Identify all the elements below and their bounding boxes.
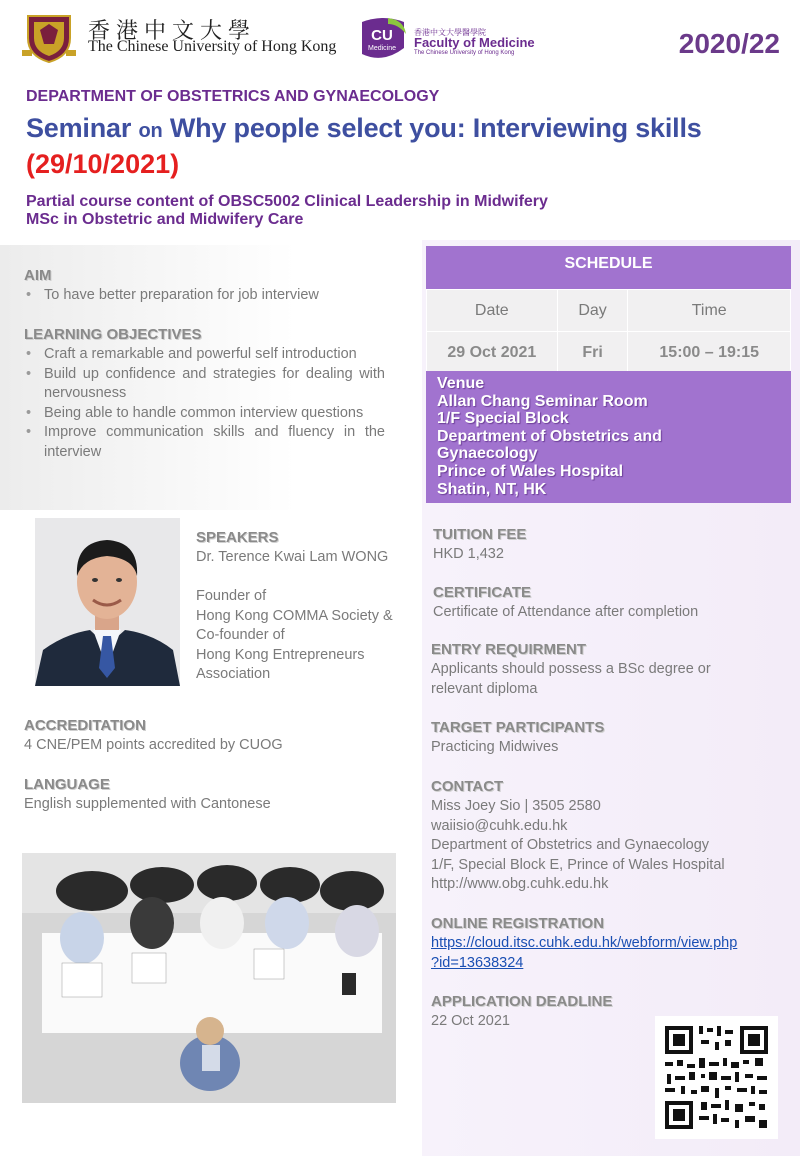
table-header-row — [427, 290, 791, 332]
certificate-text: Certificate of Attendance after completion — [433, 604, 699, 620]
schedule-heading: SCHEDULE — [426, 246, 791, 289]
deadline-text: 22 Oct 2021 — [431, 1013, 510, 1029]
column-header-date: Date — [427, 290, 558, 332]
registration-heading: ONLINE REGISTRATION — [431, 915, 605, 932]
bio-line: Hong Kong COMMA Society & — [196, 607, 393, 624]
venue-box — [426, 371, 791, 503]
contact-website: http://www.obg.cuhk.edu.hk — [431, 876, 609, 893]
registration-link-line1[interactable]: https://cloud.itsc.cuhk.edu.hk/webform/view.php — [431, 935, 738, 951]
target-heading: TARGET PARTICIPANTS — [431, 719, 605, 736]
list-item: • Build up confidence and strategies for dealing with nervousness — [24, 365, 385, 404]
speaker-photo — [35, 518, 180, 686]
language-heading: LANGUAGE — [24, 776, 110, 793]
contact-line: Miss Joey Sio | 3505 2580 — [431, 798, 601, 814]
seminar-date: (29/10/2021) — [26, 149, 180, 179]
academic-year: 2020/22 — [678, 28, 780, 59]
department-name: DEPARTMENT OF OBSTETRICS AND GYNAECOLOGY — [26, 88, 440, 105]
accreditation-heading: ACCREDITATION — [24, 717, 146, 734]
target-text: Practicing Midwives — [431, 739, 559, 755]
language-text: English supplemented with Cantonese — [24, 796, 271, 812]
list-item: • Improve communication skills and fluency in the interview — [24, 423, 385, 462]
contact-line: 1/F, Special Block E, Prince of Wales Hospital — [431, 856, 725, 873]
aim-heading: AIM — [24, 267, 52, 284]
contact-email: waiisio@cuhk.edu.hk — [431, 817, 568, 834]
course-subtitle-1: Partial course content of OBSC5002 Clinical Leadership in Midwifery — [26, 193, 548, 210]
column-header-day: Day — [557, 290, 628, 332]
entry-line: relevant diploma — [431, 680, 538, 697]
course-subtitle-2: MSc in Obstetric and Midwifery Care — [26, 211, 304, 228]
venue-line: Prince of Wales Hospital — [437, 462, 624, 480]
cell-day: Fri — [557, 332, 628, 375]
bio-line: Founder of — [196, 588, 267, 604]
objectives-heading: LEARNING OBJECTIVES — [24, 326, 202, 343]
schedule-table — [426, 289, 791, 375]
cuhk-crest-logo — [20, 12, 78, 64]
venue-line: Department of Obstetrics and — [437, 427, 662, 445]
contact-heading: CONTACT — [431, 778, 504, 795]
medicine-english-name: Faculty of Medicine — [414, 35, 535, 50]
title-part2: Why people select you: Interviewing skills — [169, 113, 702, 143]
entry-line: Applicants should possess a BSc degree or — [431, 661, 711, 677]
entry-text — [431, 660, 711, 699]
speaker-name: Dr. Terence Kwai Lam WONG — [196, 549, 389, 565]
venue-line: Gynaecology — [437, 445, 538, 463]
certificate-heading: CERTIFICATE — [433, 584, 532, 601]
list-item: • To have better preparation for job interview — [24, 286, 364, 306]
list-item: • Being able to handle common interview questions — [24, 404, 385, 424]
svg-text:Medicine: Medicine — [367, 45, 397, 52]
contact-line: Department of Obstetrics and Gynaecology — [431, 837, 710, 854]
speakers-heading: SPEAKERS — [196, 529, 279, 546]
cu-medicine-logo — [358, 14, 408, 64]
venue-line: Shatin, NT, HK — [437, 480, 547, 498]
venue-line: Venue — [437, 375, 485, 392]
qr-code[interactable] — [655, 1016, 778, 1139]
cell-time: 15:00 – 19:15 — [628, 332, 791, 375]
registration-link-line2[interactable]: ?id=13638324 — [431, 954, 524, 971]
cuhk-english-name: The Chinese University of Hong Kong — [88, 38, 337, 55]
registration-link[interactable] — [431, 934, 737, 973]
table-row — [427, 332, 791, 375]
tuition-text: HKD 1,432 — [433, 546, 504, 562]
cell-date: 29 Oct 2021 — [427, 332, 558, 375]
title-on: on — [138, 120, 163, 142]
contact-details — [431, 797, 725, 895]
bio-line: Co-founder of — [196, 627, 285, 644]
medicine-chinese-name: 香港中文大學醫學院 — [414, 28, 486, 37]
bio-line: Association — [196, 666, 271, 683]
seminar-title — [26, 113, 702, 144]
cuhk-chinese-name: 香港中文大學 — [88, 19, 257, 44]
objectives-list — [24, 345, 385, 463]
deadline-heading: APPLICATION DEADLINE — [431, 993, 613, 1010]
list-item: • Craft a remarkable and powerful self introduction — [24, 345, 385, 365]
meeting-photo — [22, 853, 396, 1103]
svg-text:CU: CU — [371, 27, 393, 44]
speaker-bio — [196, 587, 393, 685]
tuition-heading: TUITION FEE — [433, 526, 527, 543]
medicine-subtitle: The Chinese University of Hong Kong — [414, 50, 515, 56]
entry-heading: ENTRY REQUIRMENT — [431, 641, 587, 658]
venue-line: 1/F Special Block — [437, 410, 569, 428]
bio-line: Hong Kong Entrepreneurs — [196, 646, 365, 663]
venue-line: Allan Chang Seminar Room — [437, 392, 648, 410]
title-part1: Seminar — [26, 113, 132, 143]
aim-list — [24, 286, 364, 306]
accreditation-text: 4 CNE/PEM points accredited by CUOG — [24, 737, 283, 753]
column-header-time: Time — [628, 290, 791, 332]
